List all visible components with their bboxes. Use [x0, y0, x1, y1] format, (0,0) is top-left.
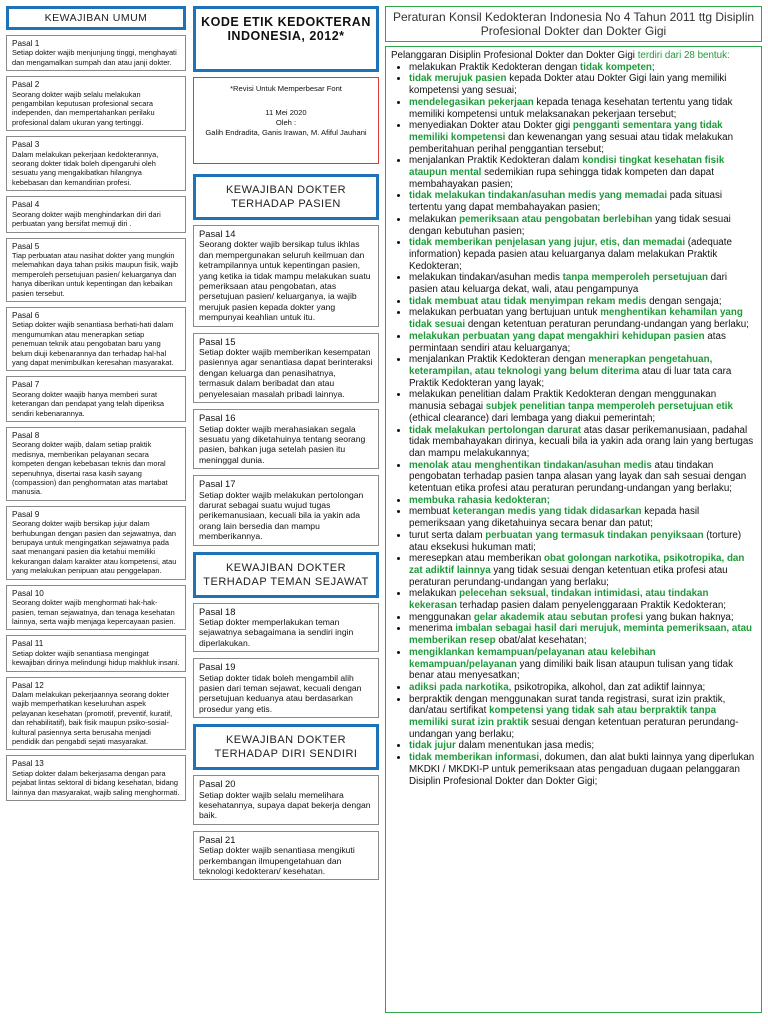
pasal-box — [6, 307, 186, 371]
item-text: terhadap pasien dalam penyelenggaraan Praktik Kedokteran; — [456, 600, 726, 612]
item-text: melakukan perbuatan yang bertujuan untuk — [409, 307, 601, 319]
item-text: atau di luar tata cara Praktik Kedokteran yang layak; — [409, 365, 732, 389]
pasal-box — [193, 775, 379, 825]
item-text: atau tindakan pengobatan terhadap pasien tanpa alasan yang layak dan sah sesuai dengan ketentuan etika profesi atau peraturan perundang-undangan yang berlaku; — [409, 459, 747, 495]
pasal-title: Pasal 6 — [12, 310, 40, 320]
pasal-title: Pasal 15 — [199, 335, 236, 347]
pasal-title: Pasal 7 — [12, 380, 40, 390]
highlighted-text: tidak memberikan penjelasan yang jujur, etis, dan memadai — [409, 237, 686, 249]
pasal-list-diri-sendiri — [193, 775, 379, 880]
highlighted-text: tidak kompeten — [580, 61, 652, 73]
item-text: kepada tenaga kesehatan tertentu yang tidak memiliki kompetensi untuk melaksanakan pekerjaan tersebut; — [409, 96, 733, 120]
pasal-text: Setiap dokter wajib menjunjung tinggi, menghayati dan mengamalkan sumpah dan atau janji dokter. — [12, 48, 177, 67]
pelanggaran-item — [409, 623, 755, 646]
highlighted-text: tanpa memperoleh persetujuan — [562, 272, 708, 284]
item-text: obat/alat kesehatan; — [495, 635, 587, 647]
pelanggaran-item — [409, 506, 755, 529]
pasal-title: Pasal 2 — [12, 80, 40, 90]
pasal-text: Setiap dokter wajib selalu memelihara kesehatannya, supaya dapat bekerja dengan baik. — [199, 789, 371, 821]
intro-highlight: terdiri dari 28 bentuk: — [637, 50, 730, 61]
section-header-diri-sendiri: KEWAJIBAN DOKTER TERHADAP DIRI SENDIRI — [193, 724, 379, 770]
highlighted-text: pengganti sementara yang tidak memiliki kompetensi — [409, 120, 723, 143]
pelanggaran-item — [409, 530, 755, 553]
pasal-box — [6, 585, 186, 631]
highlighted-text: imbalan sebagai hasil dari merujuk, meminta pemeriksaan, atau memberikan resep — [409, 623, 753, 647]
column-center — [193, 6, 379, 886]
pasal-box — [193, 475, 379, 545]
pasal-text: Setiap dokter wajib merahasiakan segala sesuatu yang diketahuinya tentang seorang pasien, bahkan juga setelah pasien itu meninggal dunia. — [199, 423, 366, 465]
revision-info-box — [193, 77, 379, 164]
pasal-box — [193, 658, 379, 718]
item-text: melakukan penelitian dalam Praktik Kedokteran dengan menggunakan manusia sebagai — [409, 389, 717, 413]
item-text: (adequate information) kepada pasien atau keluarganya dalam melakukan Praktik Kedokteran; — [409, 237, 732, 272]
item-text: menerima — [409, 623, 456, 635]
item-text: meresepkan atau memberikan — [409, 553, 545, 565]
pasal-text: Dalam melakukan pekerjaannya seorang dokter wajib memperhatikan keseluruhan aspek pelayanan kesehatan (promotif, preventif, kuratif, dan rehabilitatif), baik fisik maupun psiko-sosial-kultural pasiennya serta berusaha menjadi pendidik dan pengabdi sejati masyarakat. — [12, 689, 173, 746]
pelanggaran-item — [409, 307, 755, 330]
pasal-box — [193, 409, 379, 469]
pasal-title: Pasal 14 — [199, 228, 236, 239]
pasal-text: Setiap dokter tidak boleh mengambil alih pasien dari teman sejawat, kecuali dengan persetujuan keduanya atau berdasarkan prosedur yang etis. — [199, 672, 362, 714]
highlighted-text: subjek penelitian tanpa memperoleh persetujuan etik — [485, 401, 733, 413]
highlighted-text: tidak membuat atau tidak menyimpan rekam medis — [409, 295, 647, 307]
pasal-box — [6, 635, 186, 671]
pelanggaran-item — [409, 612, 755, 624]
pasal-title: Pasal 21 — [199, 833, 236, 845]
pasal-title: Pasal 5 — [12, 241, 40, 251]
pelanggaran-item — [409, 694, 755, 741]
item-text: ; — [651, 61, 655, 73]
item-text: (ethical clearance) dari lembaga yang diakui pemerintah; — [409, 412, 656, 424]
item-text: (torture) atau eksekusi hukuman mati; — [409, 529, 742, 553]
pasal-text: Seorang dokter wajib, dalam setiap praktik medisnya, memberikan pelayanan secara kompeten dengan kebebasan teknis dan moral sepenuhnya, disertai rasa kasih sayang (compassion) dan penghormatan atas martabat manusia. — [12, 440, 168, 497]
pasal-title: Pasal 3 — [12, 140, 40, 150]
highlighted-text: tidak merujuk pasien — [409, 73, 507, 85]
item-text: menyediakan Dokter atau Dokter gigi — [409, 120, 573, 132]
highlighted-text: obat golongan narkotika, psikotropika, dan zat adiktif lainnya — [409, 553, 745, 576]
highlighted-text: membuka rahasia kedokteran; — [409, 494, 551, 506]
pasal-text: Tiap perbuatan atau nasihat dokter yang mungkin melemahkan daya tahan psikis maupun fisik, wajib memperoleh persetujuan pasien/ keluarganya dan hanya diberikan untuk kepentingan dan kebaikan pasien tersebut. — [12, 250, 178, 298]
pasal-text: Setiap dokter dalam bekerjasama dengan para pejabat lintas sektoral di bidang kesehatan, bidang lainnya dan masyarakat, wajib saling menghormati. — [12, 768, 180, 797]
pasal-title: Pasal 17 — [199, 478, 236, 490]
pelanggaran-item — [409, 62, 755, 74]
pasal-title: Pasal 19 — [199, 661, 236, 673]
pasal-title: Pasal 13 — [12, 759, 44, 769]
pelanggaran-item — [409, 296, 755, 308]
pasal-title: Pasal 11 — [12, 639, 44, 649]
pasal-text: Seorang dokter wajib menghormati hak-hak- pasien, teman sejawatnya, dan tenaga kesehatan lainnya, serta wajib menjaga kepercayaan pasien. — [12, 598, 176, 626]
item-text: melakukan tindakan/asuhan medis — [409, 272, 563, 284]
item-text: melakukan — [409, 213, 460, 225]
highlighted-text: tidak melakukan tindakan/asuhan medis yang memadai — [409, 190, 668, 202]
item-text: dalam menentukan jasa medis; — [455, 740, 595, 752]
highlighted-text: perbuatan yang termasuk tindakan penyiksaan — [485, 529, 704, 541]
item-text: yang tidak sesuai dengan ketentuan etika profesi atau peraturan perundang-undangan yang berlaku; — [409, 564, 728, 588]
highlighted-text: keterangan medis yang tidak didasarkan — [452, 506, 642, 518]
item-text: dan kewenangan yang sesuai atau tidak melakukan pemberitahuan perihal penggantian tersebut; — [409, 131, 734, 155]
item-text: menjalankan Praktik Kedokteran dalam — [409, 155, 583, 167]
pasal-text: Seorang dokter wajib selalu melakukan pengambilan keputusan profesional secara independen, dan mempertahankan perilaku profesional dalam ukuran yang tertinggi. — [12, 89, 155, 127]
section-header-pasien: KEWAJIBAN DOKTER TERHADAP PASIEN — [193, 174, 379, 220]
pasal-text: Setiap dokter wajib melakukan pertolongan darurat sebagai suatu wujud tugas perikemanusiaan, kecuali bila ia yakin ada orang lain bersedia dan mampu memberikannya. — [199, 489, 364, 542]
document-title: KODE ETIK KEDOKTERAN INDONESIA, 2012* — [201, 15, 371, 43]
pelanggaran-item — [409, 155, 755, 190]
highlighted-text: menghentikan kehamilan yang tidak sesuai — [409, 307, 743, 331]
pelanggaran-item — [409, 190, 755, 213]
pasal-box — [6, 427, 186, 501]
item-text: turut serta dalam — [409, 529, 486, 541]
pasal-title: Pasal 1 — [12, 39, 40, 48]
pasal-box — [6, 755, 186, 801]
pasal-title: Pasal 10 — [12, 588, 44, 598]
highlighted-text: kondisi tingkat kesehatan fisik ataupun mental — [409, 155, 725, 179]
pasal-box — [6, 677, 186, 751]
pasal-box — [6, 35, 186, 71]
authors-label: Oleh : — [275, 118, 297, 127]
pelanggaran-item — [409, 331, 755, 354]
pelanggaran-item — [409, 120, 755, 155]
revision-date: 11 Mei 2020 — [265, 108, 307, 117]
pelanggaran-item — [409, 495, 755, 507]
section-header-sejawat: KEWAJIBAN DOKTER TERHADAP TEMAN SEJAWAT — [193, 552, 379, 598]
pasal-title: Pasal 20 — [199, 778, 236, 790]
pasal-box — [6, 196, 186, 232]
pasal-text: Seorang dokter wajib bersikap tulus ikhlas dan mempergunakan seluruh keilmuan dan ketrampilannya untuk kepentingan pasien, yang ketika ia tidak mampu melakukan suatu pemeriksaan atau pengobatan, atas persetujuan pasien/ keluarganya, ia wajib merujuk pasien kepada dokter yang mempunyai keahlian untuk itu. — [199, 239, 371, 323]
item-text: yang tidak sesuai dengan kebutuhan pasien; — [409, 213, 731, 237]
document-title-box — [193, 6, 379, 72]
highlighted-text: tidak melakukan pertolongan darurat — [409, 424, 582, 436]
pasal-text: Setiap dokter wajib senantiasa mengingat kewajiban dirinya melindungi hidup makhluk insani. — [12, 648, 180, 668]
highlighted-text: mengiklankan kemampuan/pelayanan atau kelebihan kemampuan/pelayanan — [409, 646, 656, 670]
highlighted-text: pelecehan seksual, tindakan intimidasi, atau tindakan kekerasan — [409, 588, 709, 612]
item-text: , psikotropika, alkohol, dan zat adiktif lainnya; — [508, 681, 706, 693]
highlighted-text: tidak memberikan informasi — [409, 752, 540, 764]
item-text: kepada Dokter atau Dokter Gigi lain yang memiliki kompetensi yang sesuai; — [409, 73, 727, 97]
pasal-box — [6, 76, 186, 131]
revision-note: *Revisi Untuk Memperbesar Font — [230, 84, 342, 93]
pelanggaran-item — [409, 389, 755, 424]
pasal-text: Setiap dokter wajib senantiasa mengikuti perkembangan ilmupengetahuan dan teknologi kedokteran/ kesehatan. — [199, 845, 355, 877]
pelanggaran-item — [409, 740, 755, 752]
item-text: menggunakan — [409, 611, 474, 623]
pelanggaran-list — [391, 62, 755, 788]
pasal-text: Setiap dokter wajib senantiasa berhati-hati dalam mengumumkan atau menerapkan setiap penemuan teknik atau pengobatan baru yang belum diuji kebenarannya dan terhadap hal-hal yang dapat menimbulkan keresahan masyarakat. — [12, 320, 174, 367]
item-text: , dokumen, dan alat bukti lainnya yang diperlukan MKDKI / MKDKI-P untuk pemeriksaan atas pengaduan dugaan pelanggaran Disiplin Profesional Dokter dan Dokter Gigi; — [409, 752, 755, 787]
highlighted-text: gelar akademik atau sebutan profesi — [473, 611, 644, 623]
pasal-list-sejawat — [193, 603, 379, 719]
pelanggaran-item — [409, 354, 755, 389]
highlighted-text: pemeriksaan atau pengobatan berlebihan — [459, 213, 653, 225]
pelanggaran-item — [409, 237, 755, 272]
item-text: dengan sengaja; — [646, 295, 722, 307]
peraturan-title: Peraturan Konsil Kedokteran Indonesia No 4 Tahun 2011 ttg Disiplin Profesional Dokter dan Dokter Gigi — [385, 6, 762, 42]
pelanggaran-item — [409, 647, 755, 682]
item-text: sesuai dengan ketentuan peraturan perundang-undangan yang berlaku; — [409, 717, 739, 740]
pasal-box — [193, 831, 379, 881]
item-text: dengan ketentuan peraturan perundang-undangan yang berlaku; — [465, 319, 749, 331]
highlighted-text: menolak atau menghentikan tindakan/asuhan medis — [409, 459, 652, 471]
highlighted-text: tidak jujur — [409, 740, 456, 752]
peraturan-body — [385, 46, 762, 1013]
pelanggaran-item — [409, 272, 755, 295]
item-text: melakukan Praktik Kedokteran dengan — [409, 61, 581, 73]
peraturan-intro — [391, 50, 755, 62]
pasal-text: Dalam melakukan pekerjaan kedokterannya, seorang dokter tidak boleh dipengaruhi oleh sesuatu yang mengakibatkan hilangnya kebebasan dan kemandirian profesi. — [12, 149, 159, 187]
pelanggaran-item — [409, 460, 755, 495]
pelanggaran-item — [409, 97, 755, 120]
pasal-text: Seorang dokter wajib bersikap jujur dalam berhubungan dengan pasien dan sejawatnya, dan berupaya untuk mengingatkan sejawatnya pada saat menangani pasien dia ketahui memiliki kekurangan dalam karakter atau kompetensi, atau yang melakukan penipuan atau penggelapan. — [12, 519, 177, 576]
pasal-text: Seorang dokter wajib menghindarkan diri dari perbuatan yang bersifat memuji diri . — [12, 209, 161, 229]
pasal-box — [6, 506, 186, 580]
highlighted-text: adiksi pada narkotika — [409, 681, 509, 693]
authors: Galih Endradita, Ganis Irawan, M. Afiful Jauhani — [205, 128, 367, 137]
item-text: atas dasar perikemanusiaan, padahal tidak membahayakan dirinya, kecuali bila ia yakin ada orang lain yang bertugas dan mampu melakukannya; — [409, 424, 754, 459]
item-text: kepada hasil pemeriksaan yang diketahuinya secara benar dan patut; — [409, 506, 700, 530]
item-text: atas permintaan sendiri atau keluarganya; — [409, 330, 726, 354]
item-text: melakukan — [409, 588, 460, 600]
pelanggaran-item — [409, 425, 755, 460]
item-text: membuat — [409, 506, 453, 518]
pasal-text: Setiap dokter wajib memberikan kesempatan pasiennya agar senantiasa dapat berinteraksi dengan keluarga dan penasihatnya, termasuk dalam beribadat dan atau penyelesaian masalah pribadi lainnya. — [199, 347, 373, 399]
pasal-box — [193, 225, 379, 327]
pelanggaran-item — [409, 752, 755, 787]
intro-text: Pelanggaran Disiplin Profesional Dokter dan Dokter Gigi — [391, 50, 638, 61]
pasal-title: Pasal 4 — [12, 200, 40, 210]
highlighted-text: melakukan perbuatan yang dapat mengakhiri kehidupan pasien — [409, 330, 705, 342]
pasal-box — [193, 603, 379, 653]
item-text: menjalankan Praktik Kedokteran dengan — [409, 354, 589, 366]
pasal-box — [6, 238, 186, 302]
column-kewajiban-umum — [6, 6, 186, 806]
pasal-title: Pasal 9 — [12, 509, 40, 519]
section-header-kewajiban-umum: KEWAJIBAN UMUM — [6, 6, 186, 30]
pasal-box — [6, 376, 186, 422]
pasal-title: Pasal 8 — [12, 431, 40, 440]
item-text: pada situasi tertentu yang dapat membahayakan pasien; — [409, 190, 723, 214]
pasal-title: Pasal 16 — [199, 412, 236, 424]
pasal-box — [6, 136, 186, 191]
pasal-list-umum — [6, 35, 186, 801]
pasal-text: Seorang dokter waajib hanya memberi surat keterangan dan pendapat yang telah diperiksa sendiri kebenarannya. — [12, 389, 165, 418]
pasal-list-pasien — [193, 225, 379, 546]
highlighted-text: menerapkan pengetahuan, keterampilan, atau teknologi yang belum diterima — [409, 354, 713, 377]
pasal-text: Setiap dokter memperlakukan teman sejawatnya sebagaimana ia sendiri ingin diperlakukan. — [199, 616, 354, 648]
item-text: dari pasien atau keluarga dekat, wali, atau pengampunya — [409, 272, 728, 296]
column-peraturan-konsil — [385, 6, 762, 1013]
item-text: yang dimiliki baik lisan ataupun tulisan yang tidak benar atau menyesatkan; — [409, 658, 734, 682]
pasal-title: Pasal 18 — [199, 605, 236, 617]
pasal-title: Pasal 12 — [12, 680, 44, 690]
highlighted-text: mendelegasikan pekerjaan — [409, 96, 534, 108]
highlighted-text: kompetensi yang tidak sah atau berpraktik tanpa memiliki surat izin praktik — [409, 705, 717, 729]
pelanggaran-item — [409, 73, 755, 96]
pelanggaran-item — [409, 682, 755, 694]
pelanggaran-item — [409, 214, 755, 237]
pasal-box — [193, 333, 379, 403]
pelanggaran-item — [409, 588, 755, 611]
item-text: yang bukan haknya; — [643, 611, 734, 623]
item-text: sedemikian rupa sehingga tidak kompeten dan dapat membahayakan pasien; — [409, 167, 714, 190]
item-text: berpraktik dengan menggunakan surat tanda registrasi, surat izin praktik, dan/atau sertifikat — [409, 693, 726, 717]
pelanggaran-item — [409, 553, 755, 588]
